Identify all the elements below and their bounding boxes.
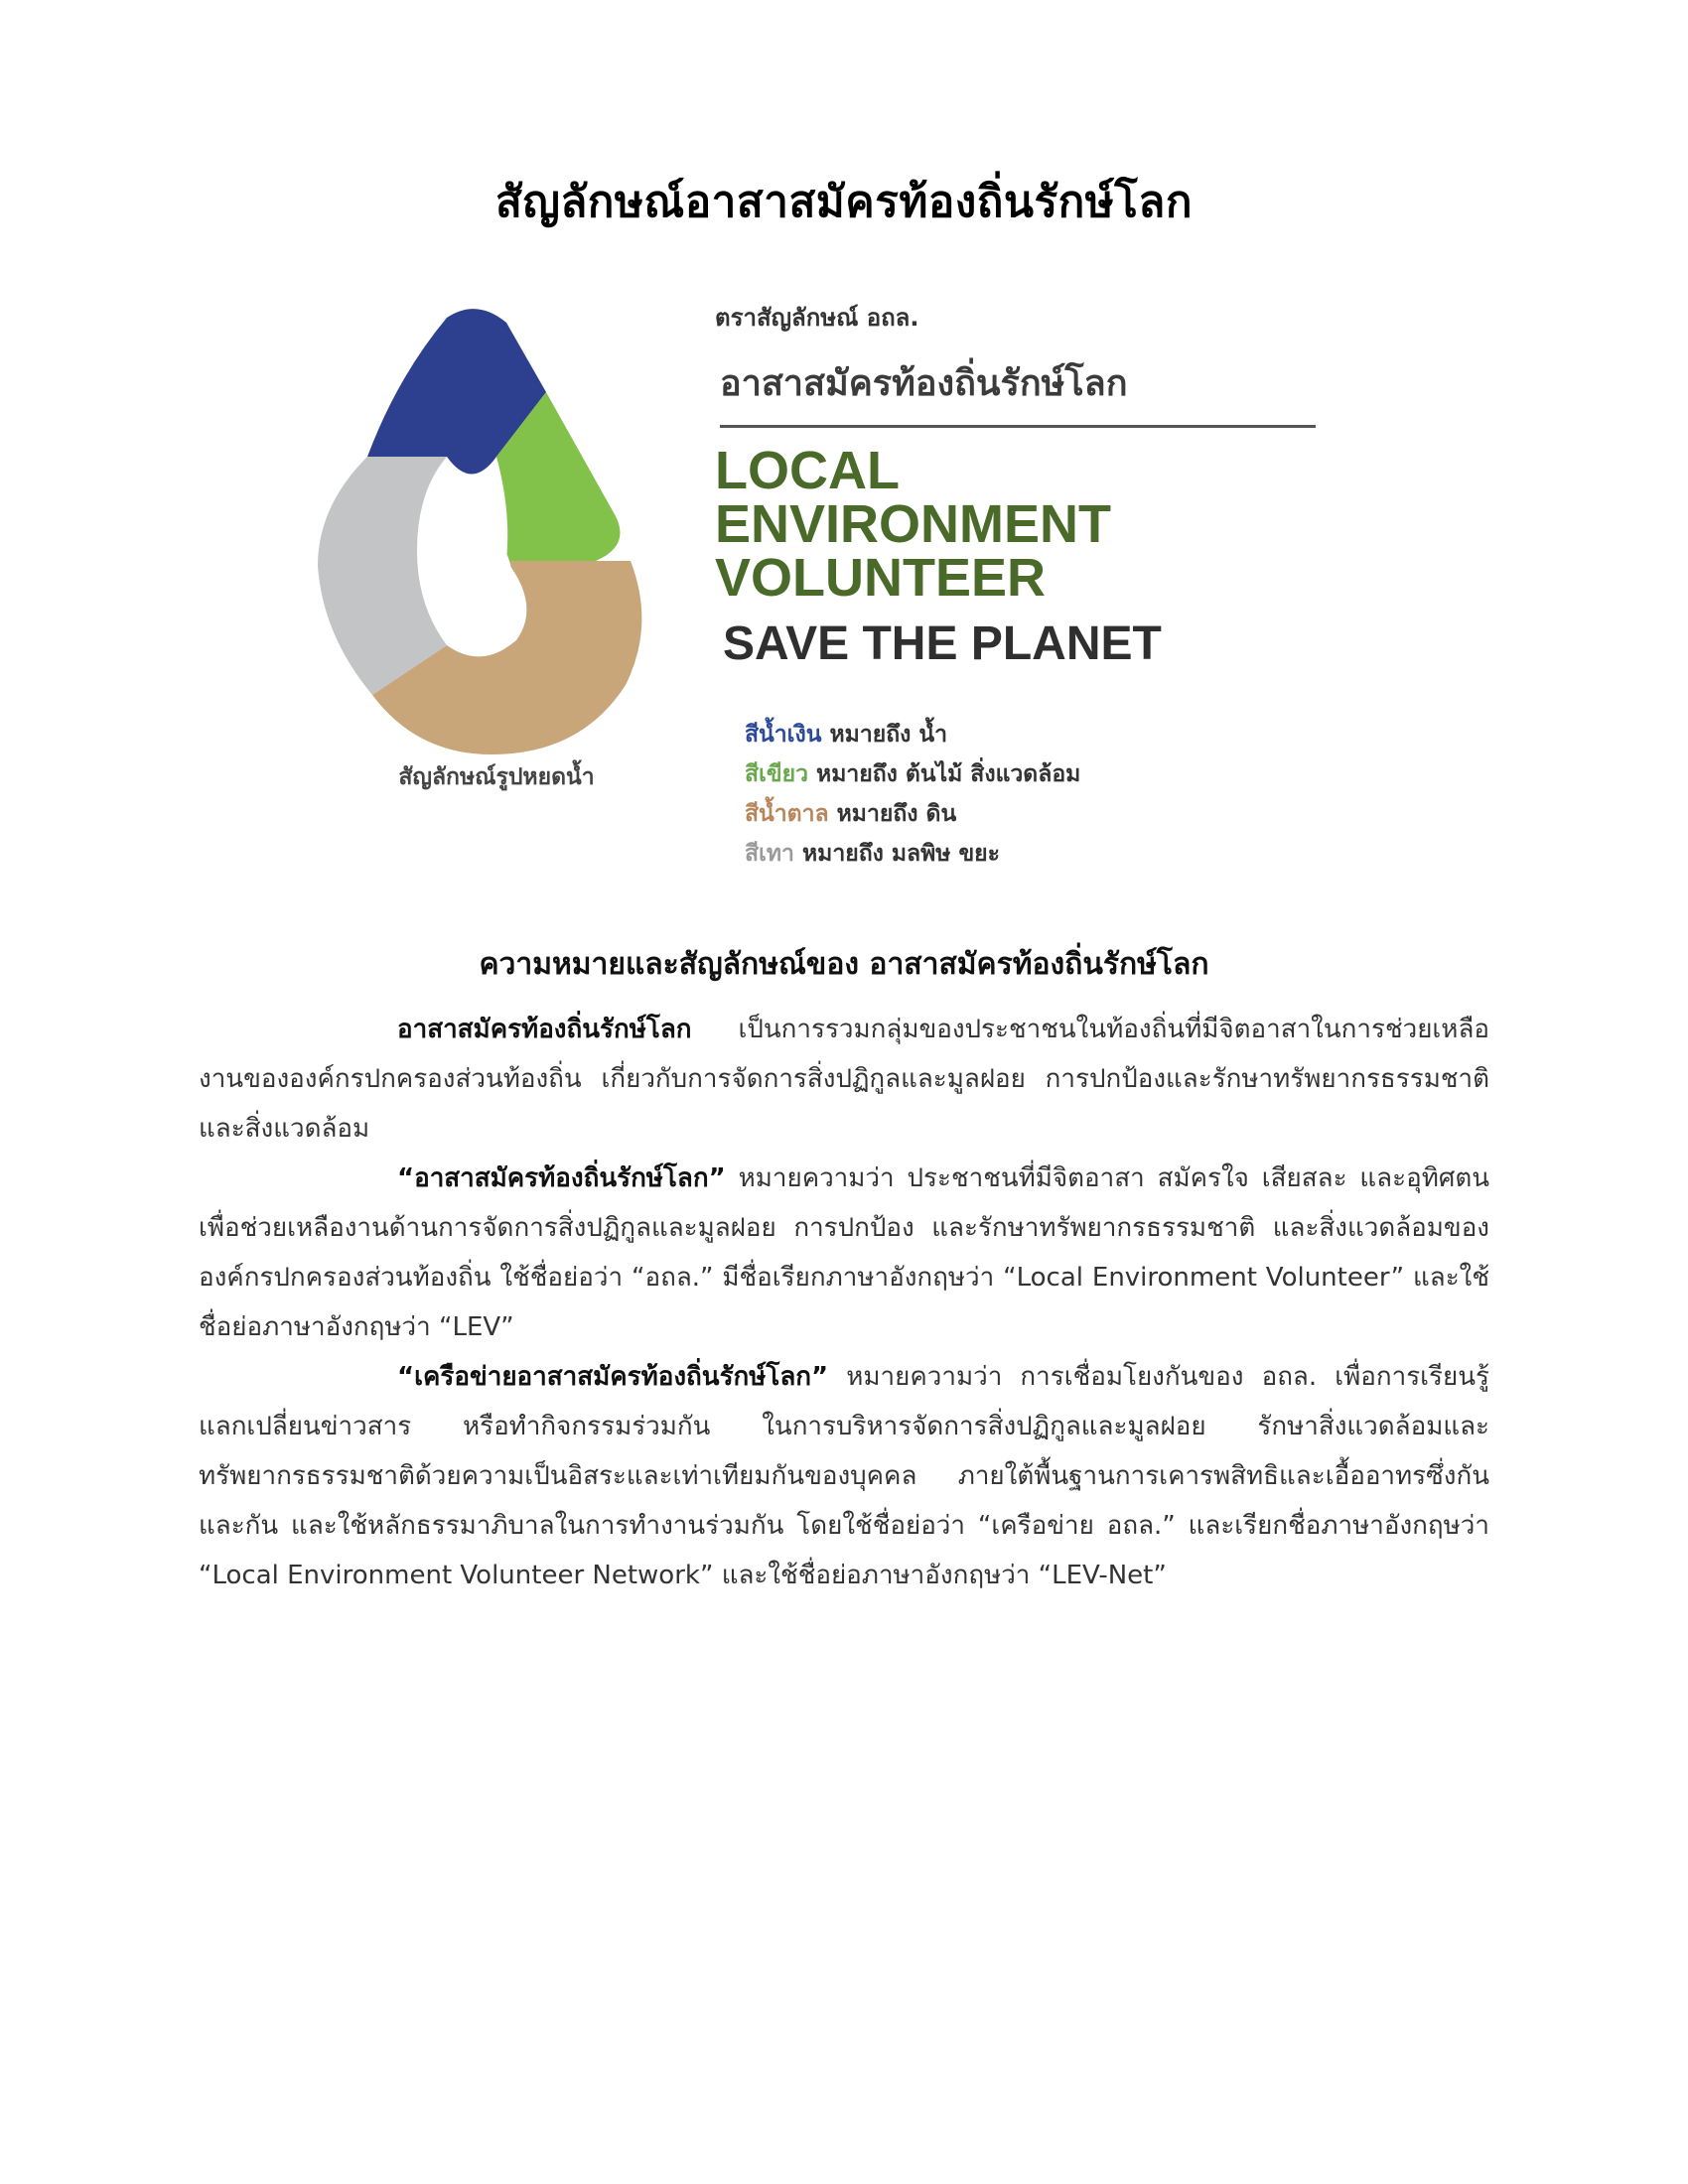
legend-row-gray — [745, 834, 1080, 874]
emblem-slogan: SAVE THE PLANET — [723, 617, 1162, 670]
paragraph-text: เป็นการรวมกลุ่มของประชาชนในท้องถิ่นที่มีจิตอาสาในการช่วยเหลืองานขององค์กรปกครองส่วนท้องถิ่น เกี่ยวกับการจัดการสิ่งปฏิกูลและมูลฝอย การปกป้องและรักษาทรัพยากรธรรมชาติและสิ่งแวดล้อม — [199, 1015, 1489, 1144]
paragraph-term: อาสาสมัครท้องถิ่นรักษ์โลก — [397, 1015, 692, 1044]
drop-inner-white — [433, 486, 513, 630]
page-title: สัญลักษณ์อาสาสมัครท้องถิ่นรักษ์โลก — [494, 177, 1194, 227]
legend-color-name: สีน้ำเงิน — [745, 722, 822, 748]
english-line-1: LOCAL — [715, 441, 900, 500]
legend-row-brown — [745, 794, 1080, 834]
legend-meaning: หมายถึง ต้นไม้ สิ่งแวดล้อม — [816, 761, 1081, 787]
emblem-english-name — [715, 441, 1350, 608]
emblem — [298, 288, 1350, 884]
paragraph-term: “อาสาสมัครท้องถิ่นรักษ์โลก” — [397, 1163, 726, 1193]
paragraph — [199, 1154, 1489, 1352]
legend-color-name: สีน้ำตาล — [745, 801, 829, 827]
water-drop-icon — [298, 298, 665, 764]
legend-meaning: หมายถึง ดิน — [836, 801, 957, 827]
english-line-2: ENVIRONMENT — [715, 494, 1112, 554]
paragraph — [199, 1352, 1489, 1600]
paragraph-text: หมายความว่า การเชื่อมโยงกันของ อถล. เพื่อการเรียนรู้แลกเปลี่ยนข่าวสาร หรือทำกิจกรรมร่วมกัน ในการบริหารจัดการสิ่งปฏิกูลและมูลฝอย รักษาสิ่งแวดล้อมและทรัพยากรธรรมชาติด้วยความเป็นอิสระและเท่าเทียมกันของบุคคล ภายใต้พื้นฐานการเคารพสิทธิและเอื้ออาทรซึ่งกันและกัน และใช้หลักธรรมาภิบาลในการทำงานร่วมกัน โดยใช้ชื่อย่อว่า “เครือข่าย อถล.” และเรียกชื่อภาษาอังกฤษว่า “Local Environment Volunteer Network” และใช้ชื่อย่อภาษาอังกฤษว่า “LEV-Net” — [199, 1362, 1489, 1590]
legend-row-blue — [745, 715, 1080, 754]
legend-row-green — [745, 754, 1080, 794]
water-drop-logo — [298, 298, 665, 764]
emblem-header: ตราสัญลักษณ์ อถล. — [715, 304, 919, 332]
legend-meaning: หมายถึง มลพิษ ขยะ — [802, 841, 1001, 867]
legend-color-name: สีเขียว — [745, 761, 809, 787]
logo-text-block — [715, 298, 1350, 671]
drop-caption: สัญลักษณ์รูปหยดน้ำ — [398, 764, 595, 790]
legend-meaning: หมายถึง น้ำ — [829, 722, 948, 748]
paragraph-text: หมายความว่า ประชาชนที่มีจิตอาสา สมัครใจ เสียสละ และอุทิศตน เพื่อช่วยเหลืองานด้านการจัดการสิ่งปฏิกูลและมูลฝอย การปกป้อง และรักษาทรัพยากรธรรมชาติ และสิ่งแวดล้อมขององค์กรปกครองส่วนท้องถิ่น ใช้ชื่อย่อว่า “อถล.” มีชื่อเรียกภาษาอังกฤษว่า “Local Environment Volunteer” และใช้ชื่อย่อภาษาอังกฤษว่า “LEV” — [199, 1163, 1489, 1342]
legend-color-name: สีเทา — [745, 841, 794, 867]
paragraph — [199, 1005, 1489, 1154]
paragraph-term: “เครือข่ายอาสาสมัครท้องถิ่นรักษ์โลก” — [397, 1362, 829, 1392]
emblem-thai-name: อาสาสมัครท้องถิ่นรักษ์โลก — [720, 354, 1316, 428]
body-text — [199, 1005, 1489, 1600]
english-line-3: VOLUNTEER — [715, 548, 1047, 608]
color-legend — [745, 715, 1080, 874]
section-heading: ความหมายและสัญลักษณ์ของ อาสาสมัครท้องถิ่นรักษ์โลก — [479, 947, 1209, 982]
